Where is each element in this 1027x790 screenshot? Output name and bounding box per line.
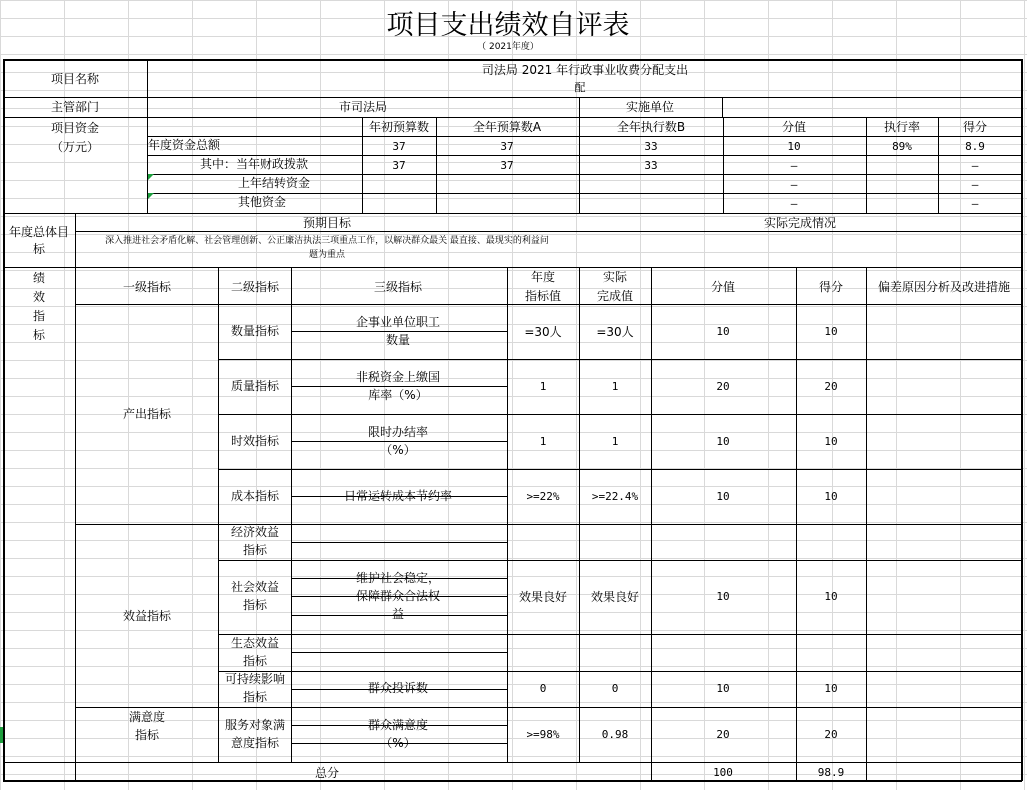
h-line [3,762,1022,763]
h-line [75,304,1022,305]
v-line [796,267,797,762]
header-target-cont: 指标值 [524,289,562,303]
level2-label: 指标 [242,653,268,668]
level3-label: 群众投诉数 [367,681,429,695]
h-line [218,359,1022,360]
h-line [218,671,1022,672]
v-line [3,59,5,781]
target-value: 0 [539,682,547,695]
v-line [866,267,867,762]
cell-comment-marker [148,193,154,199]
h-line [147,193,1022,194]
funds-cell: — [790,178,798,191]
header-reason: 偏差原因分析及改进措施 [877,280,1011,294]
v-line [651,762,652,780]
v-line [866,762,867,780]
funds-header: 年初预算数 [368,120,430,134]
funds-cell: 89% [892,140,912,153]
h-line [3,780,1022,782]
v-line [722,97,723,117]
target-value: =30人 [524,324,562,339]
v-line [866,117,867,213]
header-level3: 三级指标 [373,280,423,294]
v-line [218,267,219,762]
funds-cell: 10 [787,140,801,153]
header-actual: 实际 [602,270,628,284]
actual-value: 1 [611,379,619,393]
dept-value: 市司法局 [338,100,388,114]
h-line [291,542,507,543]
project-name-value: 司法局 2021 年行政事业收费分配支出 [481,63,689,77]
level1-satisfaction: 满意度 [128,710,166,724]
score-value: 10 [716,324,730,338]
level2-label: 意度指标 [230,735,280,750]
target-value: 1 [539,379,547,393]
level3-label: 非税资金上缴国 [355,369,441,384]
v-line [579,267,580,762]
level2-label: 服务对象满 [224,717,286,732]
level3-label: （%） [380,735,416,750]
got-value: 10 [824,590,838,603]
funds-header: 得分 [962,120,988,134]
h-line [147,155,1022,156]
level3-label: 库率（%） [368,387,428,402]
target-value: >=98% [526,727,560,741]
h-line [3,59,1022,61]
total-label: 总分 [314,766,340,780]
header-actual-cont: 完成值 [596,289,634,303]
h-line [147,136,1022,137]
header-target: 年度 [530,270,556,284]
funds-cell: — [790,159,798,172]
funds-cell: 37 [392,140,406,153]
h-line [3,267,1022,268]
h-line [291,652,507,653]
perf-side-label: 效 [32,290,46,304]
actual-value: 1 [611,434,619,448]
dept-label: 主管部门 [50,100,100,114]
score-value: 20 [716,379,730,393]
v-line [362,117,363,213]
level2-label: 可持续影响 [224,672,286,686]
level2-label: 经济效益 [230,525,280,539]
v-line [507,267,508,762]
h-line [3,97,1022,98]
funds-cell: 37 [500,159,514,172]
level2-label: 指标 [242,690,268,704]
score-value: 10 [716,590,730,603]
level2-label: 指标 [242,598,268,612]
funds-label: 项目资金 [50,121,100,135]
actual-value: 0 [611,682,619,695]
target-value: >=22% [526,489,560,503]
funds-cell: — [790,197,798,210]
goal-label: 年度总体目 [8,225,70,239]
goal-label-cont: 标 [32,242,46,256]
v-line [75,213,76,780]
project-name-label: 项目名称 [50,72,100,86]
expected-goal-header: 预期目标 [302,216,352,230]
h-line [3,213,1022,214]
v-line [291,267,292,762]
funds-row-label: 上年结转资金 [238,176,311,190]
level3-label: （%） [380,442,416,457]
v-line [723,117,724,213]
header-score: 分值 [710,280,736,294]
funds-cell: — [971,159,979,172]
cell-comment-marker [148,174,154,180]
target-value: 1 [539,434,547,448]
got-value: 10 [824,682,838,695]
score-value: 10 [716,434,730,448]
funds-row-label: 年度资金总额 [148,138,221,152]
actual-value: 效果良好 [590,590,640,604]
level3-label: 保障群众合法权 [355,589,441,603]
got-value: 10 [824,324,838,338]
level3-label: 益 [391,607,405,621]
got-value: 10 [824,489,838,503]
funds-cell: — [971,178,979,191]
actual-completion-header: 实际完成情况 [763,216,837,230]
expected-goal-text: 深入推进社会矛盾化解、社会管理创新、公正廉洁执法三项重点工作，以解决群众最关 最直接、最现实的利益问 [105,236,549,246]
level3-label: 限时办结率 [367,424,429,439]
report-year: （ 2021年度） [477,42,539,52]
v-line [1021,59,1023,781]
h-line [218,469,1022,470]
level2-label: 生态效益 [230,635,280,650]
funds-header: 全年执行数B [616,120,686,134]
level2-label: 质量指标 [230,378,280,393]
header-got: 得分 [818,280,844,294]
funds-cell: — [971,197,979,210]
perf-side-label: 绩 [32,271,46,285]
got-value: 20 [824,379,838,393]
funds-header: 全年预算数A [472,120,542,134]
h-line [3,117,1022,118]
level2-label: 指标 [242,543,268,557]
h-line [218,634,1022,635]
h-line [75,231,1022,232]
score-value: 20 [716,727,730,741]
perf-side-label: 标 [32,328,46,342]
funds-header: 分值 [781,120,807,134]
perf-side-label: 指 [32,309,46,323]
selected-cell-marker [0,727,3,743]
level3-label: 企事业单位职工 [355,314,441,329]
target-value: 效果良好 [518,590,568,604]
total-got: 98.9 [817,766,845,779]
level2-label: 时效指标 [230,433,280,448]
funds-unit-label: （万元） [50,140,100,154]
h-line [75,707,1022,708]
level1-satisfaction-cont: 指标 [134,728,160,742]
funds-header: 执行率 [883,120,921,134]
level2-label: 社会效益 [230,580,280,594]
h-line [75,524,1022,525]
total-score: 100 [713,766,733,779]
h-line [218,560,1022,561]
level2-label: 数量指标 [230,323,280,338]
funds-row-label: 其他资金 [238,195,287,209]
got-value: 10 [824,434,838,448]
actual-value: >=22.4% [591,489,639,503]
page-title: 项目支出绩效自评表 [386,10,630,41]
got-value: 20 [824,727,838,741]
actual-value: 0.98 [601,727,629,741]
funds-cell: 33 [644,140,658,153]
header-level2: 二级指标 [230,280,280,294]
actual-value: =30人 [596,324,634,339]
score-value: 10 [716,489,730,503]
header-level1: 一级指标 [122,280,172,294]
funds-row-label: 其中：当年财政拨款 [200,157,309,171]
funds-cell: 37 [500,140,514,153]
h-line [147,174,1022,175]
h-line [218,414,1022,415]
funds-cell: 33 [644,159,658,172]
level1-benefit: 效益指标 [122,609,172,623]
score-value: 10 [716,682,730,695]
v-line [651,267,652,762]
impl-unit-label: 实施单位 [625,100,675,114]
level1-output: 产出指标 [122,407,172,421]
level3-label: 日常运转成本节约率 [343,488,453,503]
level3-label: 维护社会稳定， [355,571,441,585]
level3-label: 数量 [385,332,411,347]
expected-goal-text-cont: 题为重点 [308,250,346,260]
v-line [796,762,797,780]
v-line [938,117,939,213]
project-name-value-cont: 配 [574,81,586,94]
level2-label: 成本指标 [230,488,280,503]
funds-cell: 8.9 [965,140,985,153]
funds-cell: 37 [392,159,406,172]
level3-label: 群众满意度 [367,717,429,732]
v-line [436,117,437,213]
